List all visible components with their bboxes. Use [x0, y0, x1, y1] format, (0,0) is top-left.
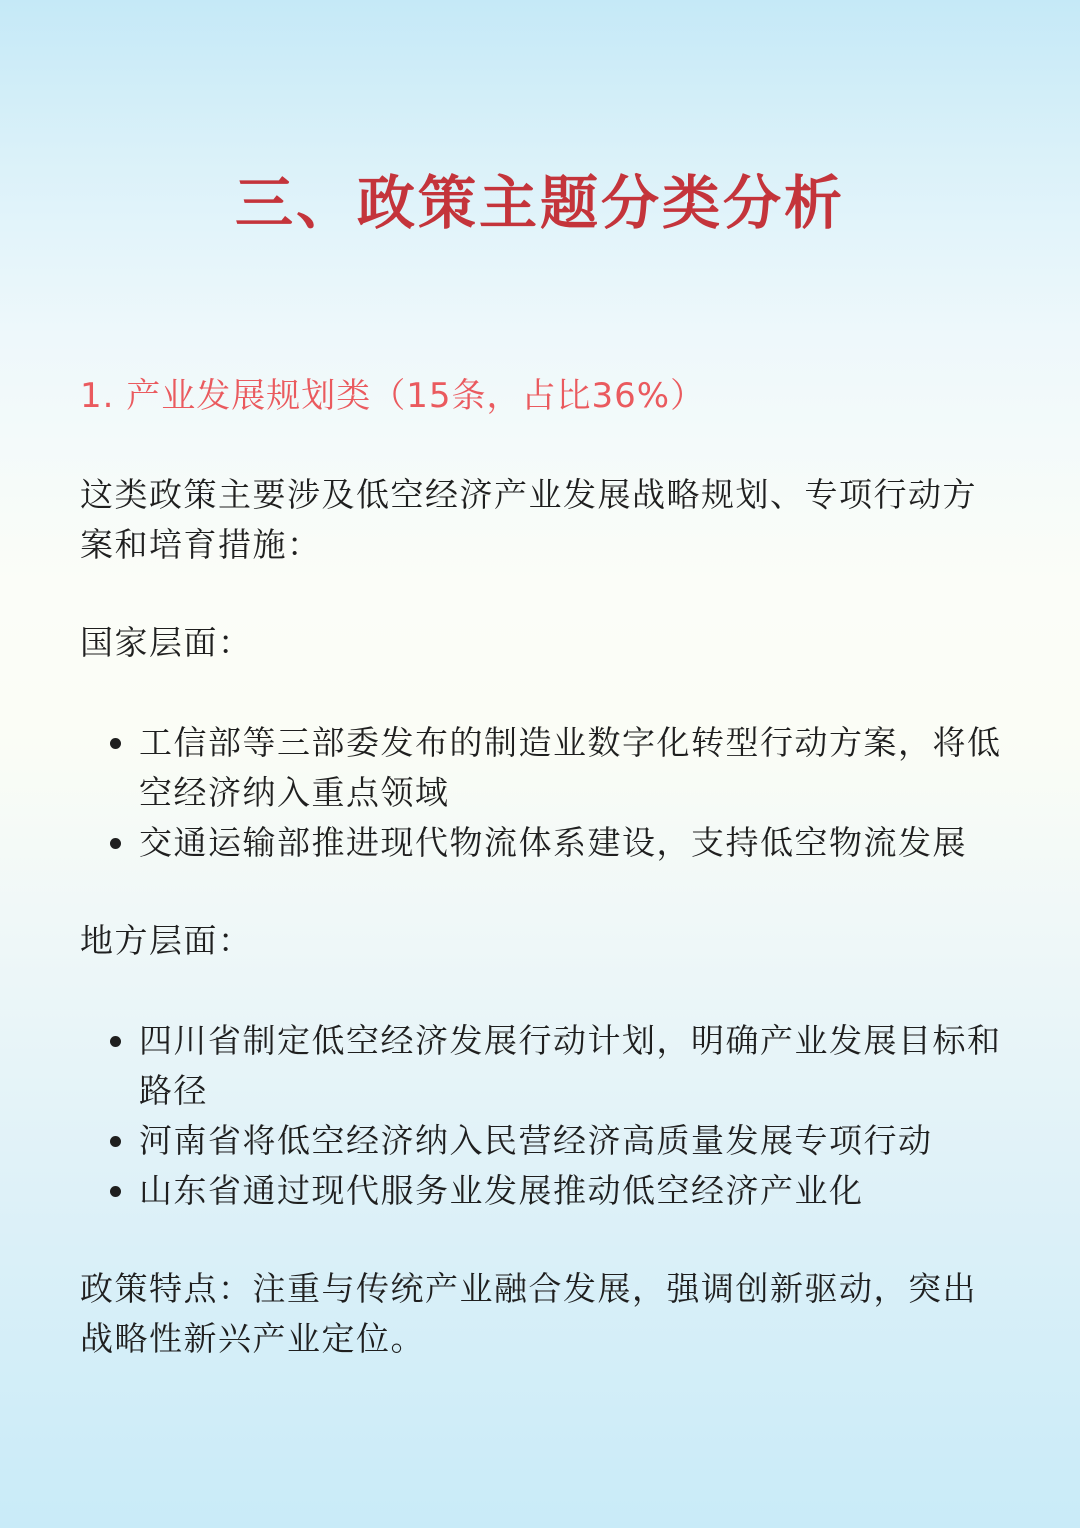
list-item-text: 山东省通过现代服务业发展推动低空经济产业化 — [139, 1171, 864, 1210]
list-item — [110, 718, 1010, 818]
bullet-icon — [110, 738, 121, 749]
list-item-text: 河南省将低空经济纳入民营经济高质量发展专项行动 — [139, 1121, 933, 1160]
national-policy-list — [110, 718, 1010, 868]
section-heading: 1. 产业发展规划类（15条，占比36%） — [80, 376, 706, 416]
national-level-heading: 国家层面： — [80, 623, 253, 662]
list-item — [110, 1116, 1010, 1166]
intro-paragraph: 这类政策主要涉及低空经济产业发展战略规划、专项行动方案和培育措施： — [80, 475, 977, 564]
bullet-icon — [110, 1186, 121, 1197]
bullet-icon — [110, 1036, 121, 1047]
bullet-icon — [110, 838, 121, 849]
list-item-text: 工信部等三部委发布的制造业数字化转型行动方案，将低空经济纳入重点领域 — [139, 723, 1002, 812]
list-item-text: 四川省制定低空经济发展行动计划，明确产业发展目标和路径 — [139, 1021, 1002, 1110]
list-item — [110, 1166, 1010, 1216]
local-policy-list — [110, 1016, 1010, 1216]
page-title: 三、政策主题分类分析 — [234, 169, 845, 237]
policy-summary: 政策特点：注重与传统产业融合发展，强调创新驱动，突出战略性新兴产业定位。 — [80, 1269, 977, 1358]
list-item-text: 交通运输部推进现代物流体系建设，支持低空物流发展 — [139, 823, 967, 862]
list-item — [110, 1016, 1010, 1116]
bullet-icon — [110, 1136, 121, 1147]
local-level-heading: 地方层面： — [80, 921, 253, 960]
list-item — [110, 818, 1010, 868]
